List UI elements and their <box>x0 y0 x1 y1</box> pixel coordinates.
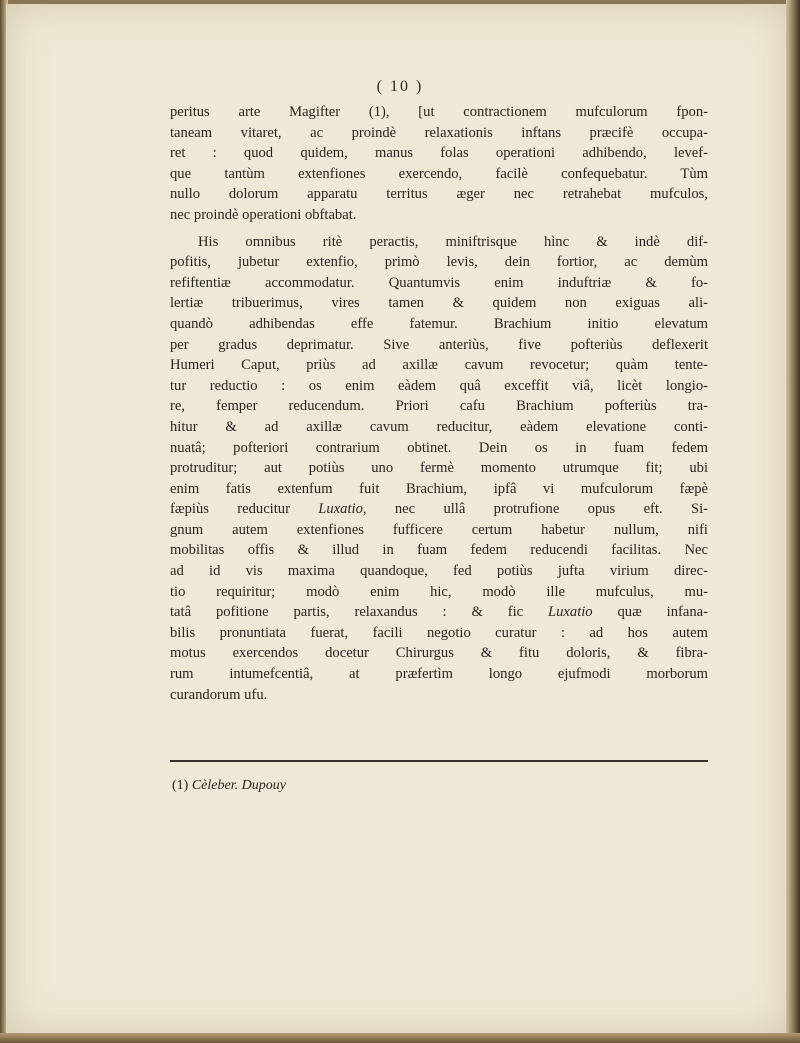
text-line: nec proindè operationi obftabat. <box>170 206 357 223</box>
text-line: curandorum ufu. <box>170 686 268 703</box>
text-line: His omnibus ritè peractis, miniftrisque hìnc & indè dif- <box>198 233 708 250</box>
binding-edge-right <box>786 0 800 1043</box>
footnote <box>172 778 286 794</box>
text-line: quandò adhibendas effe fatemur. Brachium initio elevatum <box>170 315 708 332</box>
text-line: fæpiùs reducitur Luxatio, nec ullâ protrufione opus eft. Si- <box>170 501 708 518</box>
text-line: enim fatis extenfum fuit Brachium, ipfâ vi mufculorum fæpè <box>170 480 708 497</box>
footnote-rule <box>170 760 708 762</box>
text-line: tatâ pofitione partis, relaxandus : & fic Luxatio quæ infana- <box>170 604 709 621</box>
text-line: nullo dolorum apparatu territus æger nec retrahebat mufculos, <box>170 186 708 203</box>
text-line: bilis pronuntiata fuerat, facili negotio curatur : ad hos autem <box>170 624 708 641</box>
text-line: ret : quod quidem, manus folas operationi adhibendo, levef- <box>170 145 708 162</box>
text-line: ad id vis maxima quandoque, fed potiùs jufta virium direc- <box>170 563 708 580</box>
text-line: refiftentiæ accommodatur. Quantumvis enim induftriæ & fo- <box>170 274 708 291</box>
body-text <box>170 102 708 705</box>
text-line: per gradus deprimatur. Sive anteriùs, five pofteriùs deflexerit <box>170 336 708 353</box>
text-line: rum intumefcentiâ, at præfertìm longo ejufmodi morborum <box>170 666 708 683</box>
footnote-marker: (1) <box>172 778 189 793</box>
text-line: gnum autem extenfiones fufficere certum habetur nullum, nifi <box>170 521 708 538</box>
text-line: que tantùm extenfiones exercendo, facilè confequebatur. Tùm <box>170 165 708 182</box>
page-bottom-edge <box>0 1033 800 1043</box>
paragraph-1 <box>170 102 708 226</box>
footnote-text: Cèleber. Dupouy <box>191 778 286 793</box>
text-line: tur reductio : os enim eàdem quâ exceffit viâ, licèt longio- <box>170 377 708 394</box>
text-line: peritus arte Magifter (1), [ut contractionem mufculorum fpon- <box>170 104 708 120</box>
text-line: pofitis, jubetur extenfio, primò levis, dein fortior, ac demùm <box>170 254 708 271</box>
text-line: lertiæ tribuerimus, vires tamen & quidem non exiguas ali- <box>170 295 708 312</box>
text-line: mobilitas offis & illud in fuam fedem reducendi facilitas. Nec <box>170 542 708 559</box>
text-line: nuatâ; pofteriori contrarium obtinet. Dein os in fuam fedem <box>170 439 708 456</box>
text-line: Humeri Caput, priùs ad axillæ cavum revocetur; quàm tente- <box>170 357 708 374</box>
text-line: tio requiritur; modò enim hic, modò ille mufculus, mu- <box>170 583 708 600</box>
text-line: motus exercendos docetur Chirurgus & fitu doloris, & fibra- <box>170 645 708 662</box>
text-line: re, femper reducendum. Priori cafu Brachium pofteriùs tra- <box>170 398 708 415</box>
paragraph-2 <box>170 232 708 706</box>
page-number: ( 10 ) <box>376 78 424 95</box>
text-line: taneam vitaret, ac proindè relaxationis inftans præcifè occupa- <box>170 124 708 141</box>
text-line: hitur & ad axillæ cavum reducitur, eàdem elevatione conti- <box>170 418 708 435</box>
text-line: protruditur; aut potiùs uno fermè momento utrumque fit; ubi <box>170 460 708 477</box>
